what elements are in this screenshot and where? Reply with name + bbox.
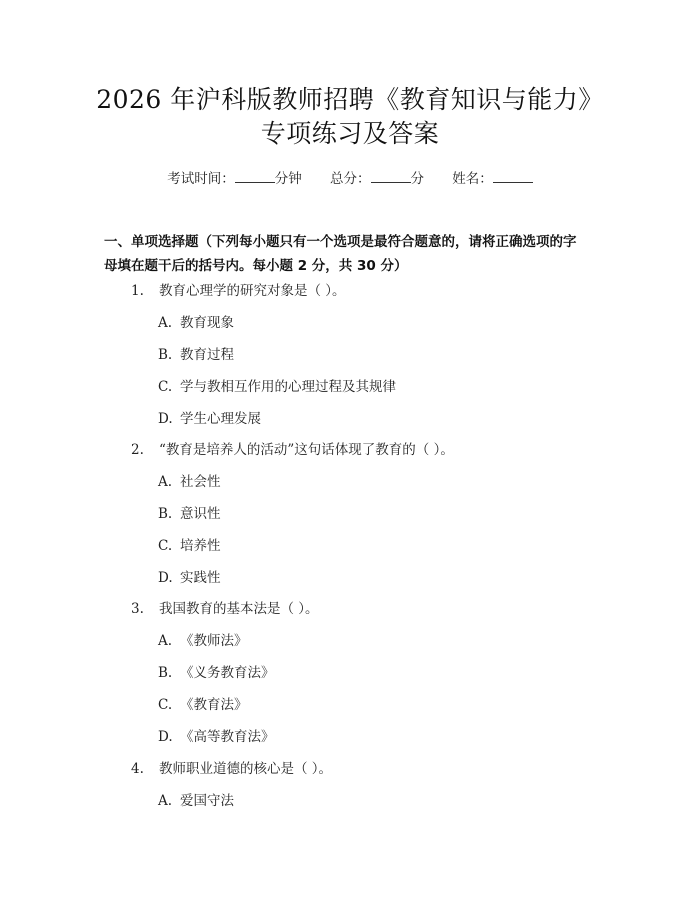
question-2-option-c — [158, 536, 221, 556]
option-text: 学与教相互作用的心理过程及其规律 — [180, 379, 396, 395]
total-score-label: 总分： — [330, 171, 371, 187]
question-1-option-d — [158, 409, 261, 429]
document-title-line-1: 2026 年沪科版教师招聘《教育知识与能力》 — [96, 85, 604, 114]
option-text: 实践性 — [180, 570, 221, 586]
exam-time-blank — [235, 168, 275, 183]
total-score-unit: 分 — [410, 171, 424, 187]
option-text: 意识性 — [180, 506, 221, 522]
question-3-option-c — [158, 695, 248, 715]
question-1-option-c — [158, 377, 396, 397]
option-letter: A. — [158, 633, 173, 649]
document-title-line-2: 专项练习及答案 — [260, 119, 440, 148]
option-text: 教育现象 — [180, 315, 234, 331]
question-2-option-b — [158, 504, 221, 524]
option-letter: A. — [158, 315, 173, 331]
option-letter: D. — [158, 411, 173, 427]
option-text: 《教育法》 — [180, 697, 248, 713]
option-text: 学生心理发展 — [180, 411, 261, 427]
question-3-option-d — [158, 727, 275, 747]
question-4-option-a — [158, 791, 234, 811]
option-text: 《教师法》 — [180, 633, 248, 649]
option-text: 培养性 — [180, 538, 221, 554]
name-field — [452, 168, 533, 189]
question-1-option-b — [158, 345, 234, 365]
option-letter: B. — [158, 665, 173, 681]
option-letter: C. — [158, 538, 173, 554]
question-2 — [131, 440, 454, 460]
question-1 — [131, 281, 346, 301]
question-2-option-d — [158, 568, 221, 588]
section-heading-line-2: 母填在题干后的括号内。每小题 2 分，共 30 分） — [104, 258, 408, 274]
section-heading-line-1: 一、单项选择题（下列每小题只有一个选项是最符合题意的，请将正确选项的字 — [104, 234, 577, 250]
question-3 — [131, 599, 319, 619]
name-blank — [493, 168, 533, 183]
name-label: 姓名： — [452, 171, 493, 187]
question-3-option-b — [158, 663, 275, 683]
exam-time-label: 考试时间： — [167, 171, 235, 187]
option-letter: A. — [158, 474, 173, 490]
question-number: 2. — [131, 442, 144, 458]
option-letter: B. — [158, 506, 173, 522]
option-text: 《高等教育法》 — [180, 729, 275, 745]
exam-time-unit: 分钟 — [274, 171, 302, 187]
question-number: 4. — [131, 761, 144, 777]
option-letter: C. — [158, 379, 173, 395]
option-text: 社会性 — [180, 474, 221, 490]
option-text: 《义务教育法》 — [180, 665, 275, 681]
question-text: 我国教育的基本法是（ ）。 — [159, 601, 319, 617]
option-text: 教育过程 — [180, 347, 234, 363]
exam-time-field — [167, 168, 302, 189]
question-text: 教师职业道德的核心是（ ）。 — [159, 761, 333, 777]
option-letter: B. — [158, 347, 173, 363]
question-2-option-a — [158, 472, 221, 492]
question-3-option-a — [158, 631, 248, 651]
option-letter: D. — [158, 570, 173, 586]
option-letter: C. — [158, 697, 173, 713]
question-number: 1. — [131, 283, 144, 299]
total-score-field — [330, 168, 424, 189]
option-letter: D. — [158, 729, 173, 745]
question-text: 教育心理学的研究对象是（ ）。 — [159, 283, 346, 299]
total-score-blank — [371, 168, 411, 183]
option-text: 爱国守法 — [180, 793, 234, 809]
option-letter: A. — [158, 793, 173, 809]
exam-info-line — [0, 168, 700, 189]
question-number: 3. — [131, 601, 144, 617]
question-text: “教育是培养人的活动”这句话体现了教育的（ ）。 — [159, 442, 454, 458]
question-1-option-a — [158, 313, 234, 333]
question-4 — [131, 759, 332, 779]
